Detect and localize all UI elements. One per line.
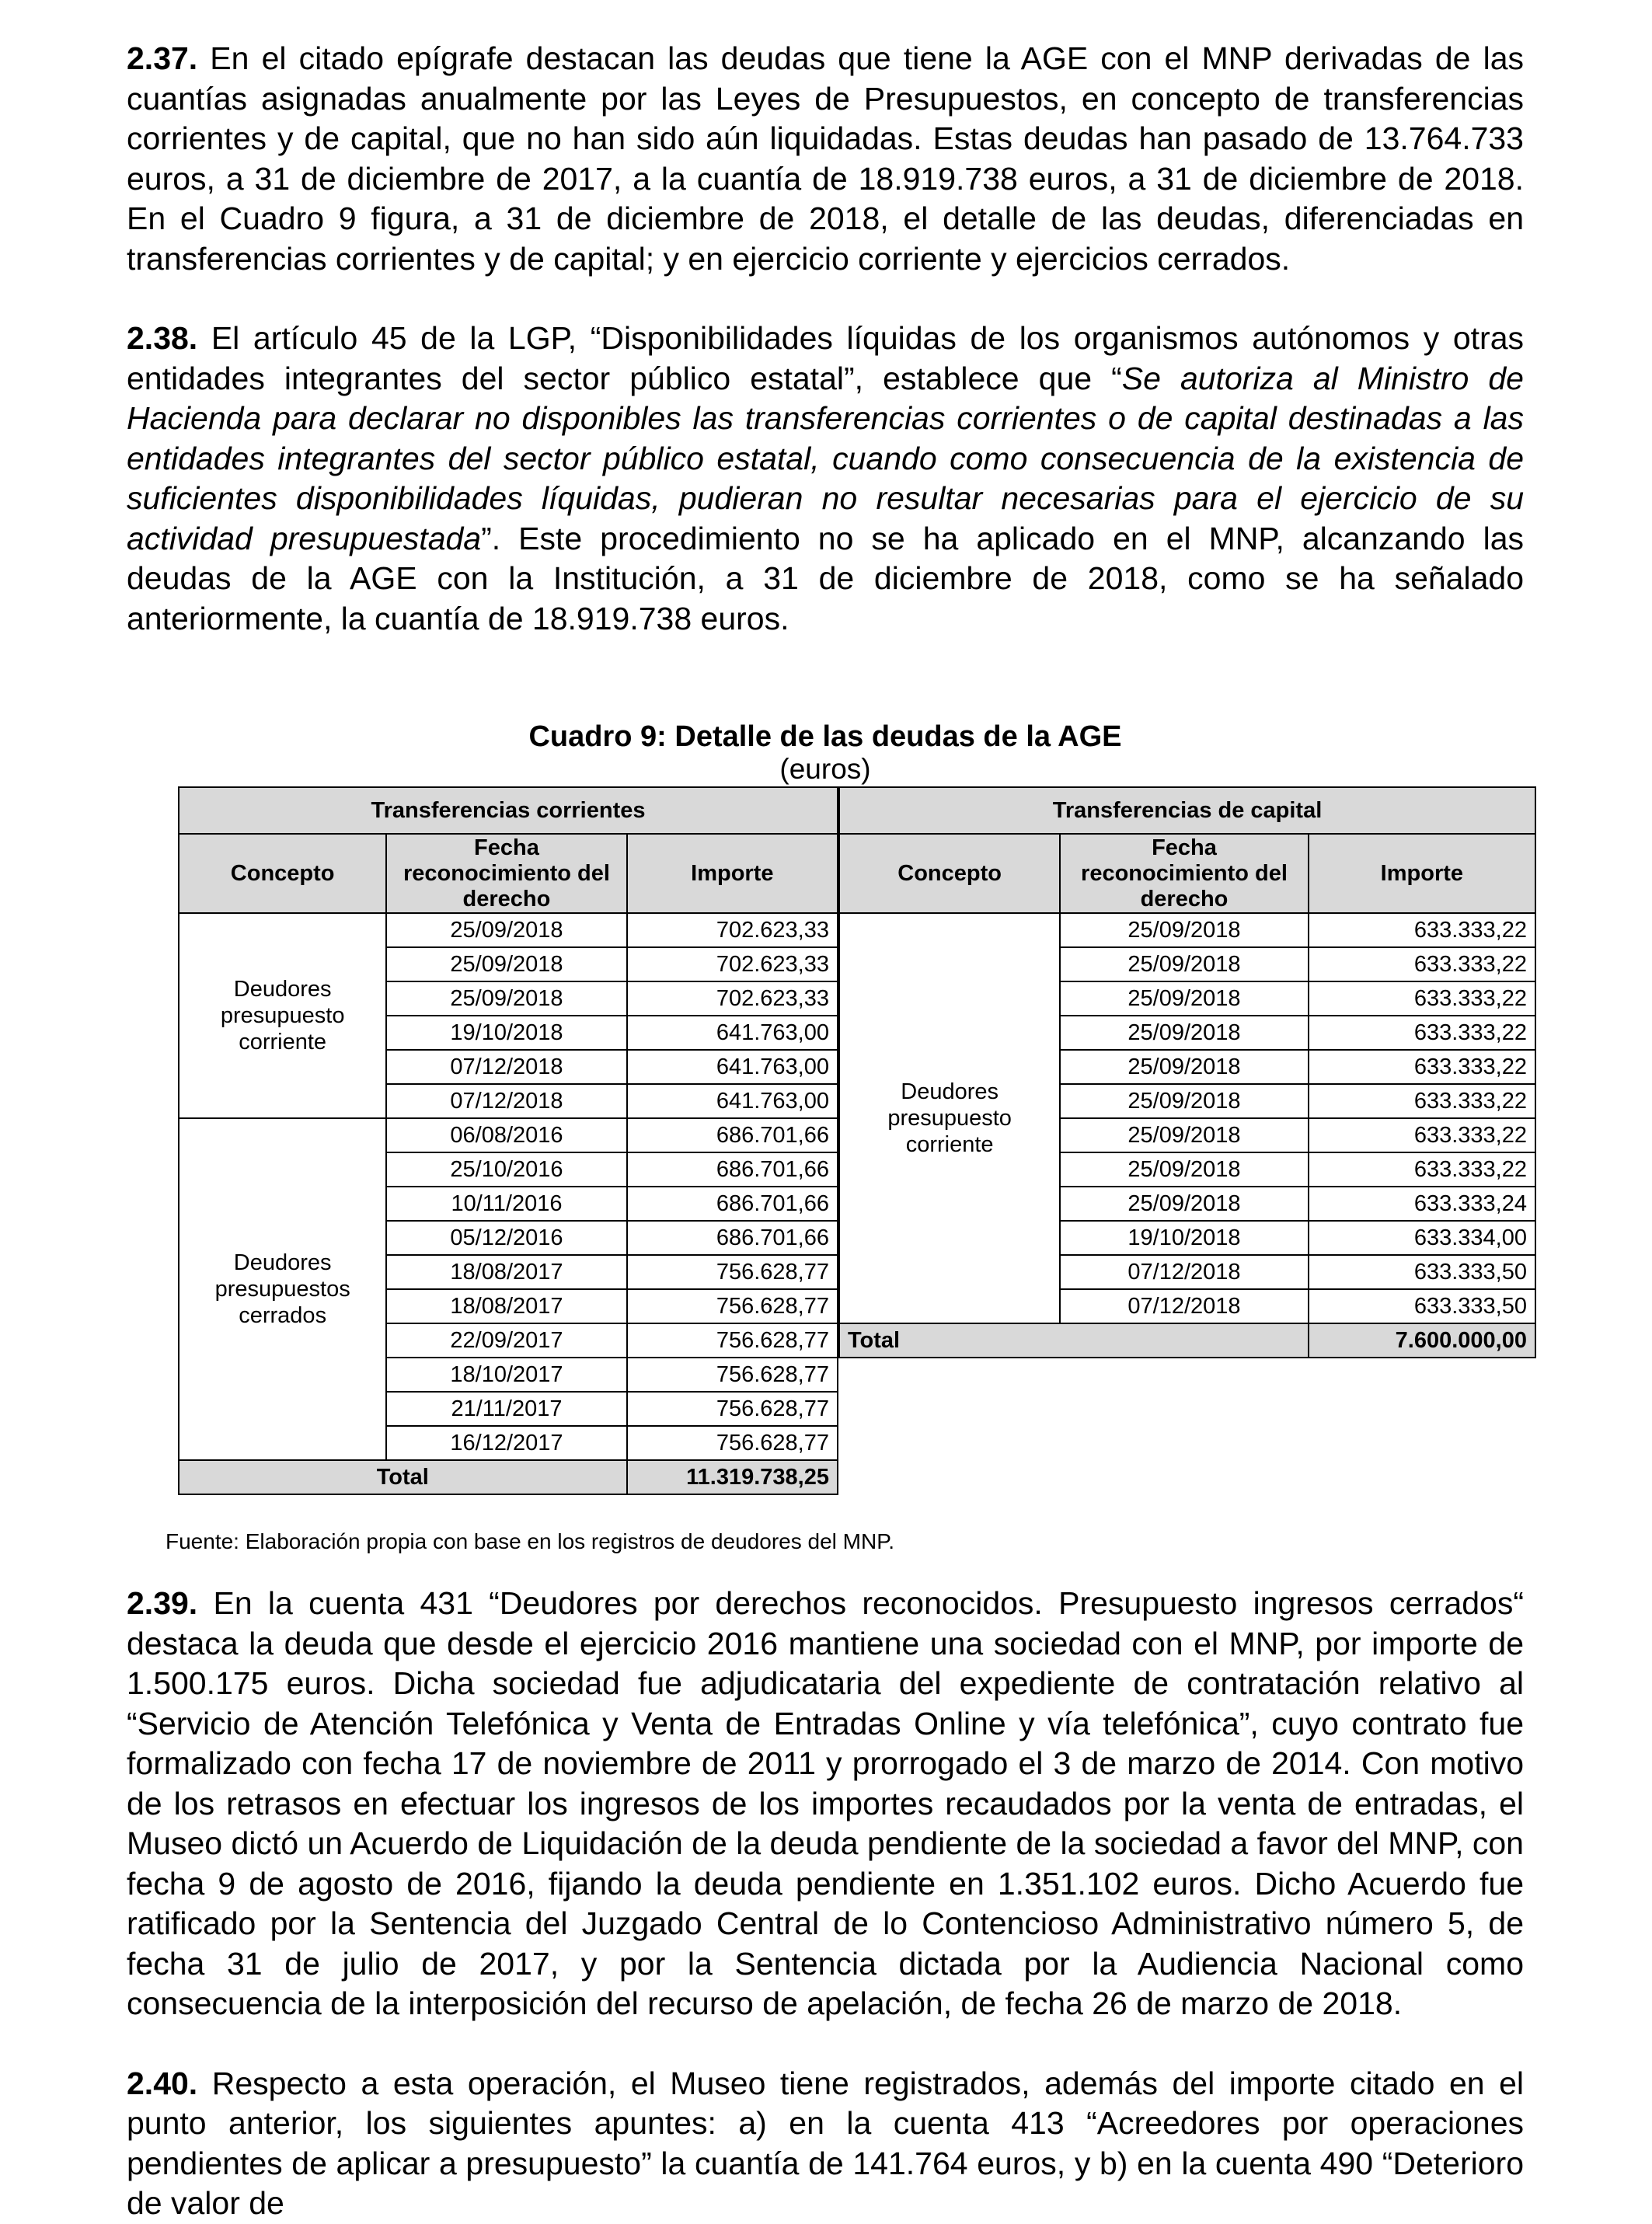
date-cell: 06/08/2016 (386, 1118, 626, 1152)
document-page (127, 39, 1527, 2224)
table-source-note: Fuente: Elaboración propia con base en los registros de deudores del MNP. (166, 1529, 895, 1553)
date-cell: 21/11/2017 (386, 1392, 626, 1426)
amount-cell: 702.623,33 (627, 913, 838, 947)
date-cell: 07/12/2018 (1060, 1255, 1308, 1289)
concept-cell: Deudores presupuestos cerrados (179, 1118, 386, 1460)
paragraph-text: El artículo 45 de la LGP, “Disponibilidades líquidas de los organismos autónomos y otras entidades integrantes del sector público estatal”, establece que “ (127, 320, 1524, 396)
paragraph-text: ”. Este procedimiento no se ha aplicado en el MNP, alcanzando las deudas de la AGE con la Institución, a 31 de diciembre de 2018, como se ha señalado anteriormente, la cuantía de 18.919.738 euros. (127, 520, 1524, 636)
concept-cell: Deudores presupuesto corriente (839, 913, 1060, 1323)
date-cell: 07/12/2018 (386, 1084, 626, 1118)
amount-cell: 686.701,66 (627, 1118, 838, 1152)
col-header-concepto: Concepto (839, 834, 1060, 913)
col-header-importe: Importe (1309, 834, 1535, 913)
amount-cell: 641.763,00 (627, 1050, 838, 1084)
amount-cell: 633.333,24 (1309, 1187, 1535, 1221)
paragraph-2-39 (127, 1584, 1524, 2024)
date-cell: 18/10/2017 (386, 1358, 626, 1392)
date-cell: 25/09/2018 (1060, 1050, 1308, 1084)
amount-cell: 633.334,00 (1309, 1221, 1535, 1255)
amount-cell: 756.628,77 (627, 1289, 838, 1323)
date-cell: 25/09/2018 (1060, 1187, 1308, 1221)
date-cell: 25/09/2018 (386, 981, 626, 1016)
date-cell: 10/11/2016 (386, 1187, 626, 1221)
amount-cell: 633.333,22 (1309, 913, 1535, 947)
paragraph-number: 2.37. (127, 40, 198, 76)
amount-cell: 756.628,77 (627, 1426, 838, 1460)
date-cell: 25/09/2018 (1060, 913, 1308, 947)
paragraph-number: 2.40. (127, 2065, 198, 2101)
date-cell: 18/08/2017 (386, 1289, 626, 1323)
amount-cell: 686.701,66 (627, 1187, 838, 1221)
total-amount: 11.319.738,25 (627, 1460, 838, 1494)
concept-cell: Deudores presupuesto corriente (179, 913, 386, 1118)
col-header-concepto: Concepto (179, 834, 386, 913)
date-cell: 19/10/2018 (386, 1016, 626, 1050)
date-cell: 25/09/2018 (1060, 947, 1308, 981)
date-cell: 25/09/2018 (1060, 1152, 1308, 1187)
amount-cell: 756.628,77 (627, 1323, 838, 1358)
total-row (179, 1460, 838, 1494)
total-label: Total (179, 1460, 627, 1494)
amount-cell: 633.333,22 (1309, 981, 1535, 1016)
current-transfers-table (178, 786, 838, 1495)
amount-cell: 633.333,50 (1309, 1289, 1535, 1323)
table-row (839, 913, 1535, 947)
date-cell: 07/12/2018 (386, 1050, 626, 1084)
group-header-current: Transferencias corrientes (179, 787, 838, 834)
paragraph-2-40 (127, 2064, 1524, 2224)
paragraph-2-37 (127, 39, 1524, 279)
col-header-fecha: Fecha reconocimiento del derecho (386, 834, 626, 913)
paragraph-text: En la cuenta 431 “Deudores por derechos reconocidos. Presupuesto ingresos cerrados“ destaca la deuda que desde el ejercicio 2016 mantiene una sociedad con el MNP, por importe de 1.500.175 euros. Dicha sociedad fue adjudicataria del expediente de contratación relativo al “Servicio de Atención Telefónica y Venta de Entradas Online y vía telefónica”, cuyo contrato fue formalizado con fecha 17 de noviembre de 2011 y prorrogado el 3 de marzo de 2014. Con motivo de los retrasos en efectuar los ingresos de los importes recaudados por la venta de entradas, el Museo dictó un Acuerdo de Liquidación de la deuda pendiente de la sociedad a favor del MNP, con fecha 9 de agosto de 2016, fijando la deuda pendiente en 1.351.102 euros. Dicho Acuerdo fue ratificado por la Sentencia del Juzgado Central de lo Contencioso Administrativo número 5, de fecha 31 de julio de 2017, y por la Sentencia dictada por la Audiencia Nacional como consecuencia de la interposición del recurso de apelación, de fecha 26 de marzo de 2018. (127, 1585, 1524, 2021)
date-cell: 25/09/2018 (1060, 981, 1308, 1016)
legal-quote: Se autoriza al Ministro de Hacienda para declarar no disponibles las transferencias corrientes o de capital destinadas a las entidades integrantes del sector público estatal, cuando como consecuencia de la existencia de suficientes disponibilidades líquidas, pudieran no resultar necesarias para el ejercicio de su actividad presupuestada (127, 360, 1524, 556)
amount-cell: 633.333,22 (1309, 1118, 1535, 1152)
amount-cell: 702.623,33 (627, 981, 838, 1016)
amount-cell: 641.763,00 (627, 1016, 838, 1050)
date-cell: 25/09/2018 (1060, 1016, 1308, 1050)
amount-cell: 756.628,77 (627, 1392, 838, 1426)
paragraph-number: 2.38. (127, 320, 198, 356)
paragraph-2-38 (127, 319, 1524, 639)
paragraph-text: En el citado epígrafe destacan las deudas que tiene la AGE con el MNP derivadas de las cuantías asignadas anualmente por las Leyes de Presupuestos, en concepto de transferencias corrientes y de capital, que no han sido aún liquidadas. Estas deudas han pasado de 13.764.733 euros, a 31 de diciembre de 2017, a la cuantía de 18.919.738 euros, a 31 de diciembre de 2018. En el Cuadro 9 figura, a 31 de diciembre de 2018, el detalle de las deudas, diferenciadas en transferencias corrientes y de capital; y en ejercicio corriente y ejercicios cerrados. (127, 40, 1524, 277)
date-cell: 25/09/2018 (1060, 1084, 1308, 1118)
amount-cell: 756.628,77 (627, 1358, 838, 1392)
amount-cell: 702.623,33 (627, 947, 838, 981)
total-amount: 7.600.000,00 (1309, 1323, 1535, 1358)
date-cell: 22/09/2017 (386, 1323, 626, 1358)
amount-cell: 633.333,22 (1309, 1016, 1535, 1050)
amount-cell: 756.628,77 (627, 1255, 838, 1289)
amount-cell: 686.701,66 (627, 1221, 838, 1255)
table-title: Cuadro 9: Detalle de las deudas de la AGE (528, 720, 1122, 753)
date-cell: 07/12/2018 (1060, 1289, 1308, 1323)
date-cell: 16/12/2017 (386, 1426, 626, 1460)
debts-table-area (127, 786, 1527, 1525)
date-cell: 25/09/2018 (386, 913, 626, 947)
group-header-capital: Transferencias de capital (839, 787, 1535, 834)
table-row (179, 1118, 838, 1152)
date-cell: 25/09/2018 (1060, 1118, 1308, 1152)
paragraph-number: 2.39. (127, 1585, 198, 1621)
col-header-importe: Importe (627, 834, 838, 913)
amount-cell: 641.763,00 (627, 1084, 838, 1118)
amount-cell: 633.333,50 (1309, 1255, 1535, 1289)
amount-cell: 633.333,22 (1309, 1050, 1535, 1084)
paragraph-text: Respecto a esta operación, el Museo tiene registrados, además del importe citado en el punto anterior, los siguientes apuntes: a) en la cuenta 413 “Acreedores por operaciones pendientes de aplicar a presupuesto” la cuantía de 141.764 euros, y b) en la cuenta 490 “Deterioro de valor de (127, 2065, 1524, 2221)
col-header-fecha: Fecha reconocimiento del derecho (1060, 834, 1308, 913)
amount-cell: 633.333,22 (1309, 947, 1535, 981)
total-label: Total (839, 1323, 1309, 1358)
amount-cell: 633.333,22 (1309, 1152, 1535, 1187)
date-cell: 25/10/2016 (386, 1152, 626, 1187)
amount-cell: 686.701,66 (627, 1152, 838, 1187)
date-cell: 18/08/2017 (386, 1255, 626, 1289)
date-cell: 19/10/2018 (1060, 1221, 1308, 1255)
date-cell: 05/12/2016 (386, 1221, 626, 1255)
table-subtitle: (euros) (779, 753, 871, 785)
capital-transfers-table (838, 786, 1536, 1358)
amount-cell: 633.333,22 (1309, 1084, 1535, 1118)
table-row (179, 913, 838, 947)
total-row (839, 1323, 1535, 1358)
date-cell: 25/09/2018 (386, 947, 626, 981)
